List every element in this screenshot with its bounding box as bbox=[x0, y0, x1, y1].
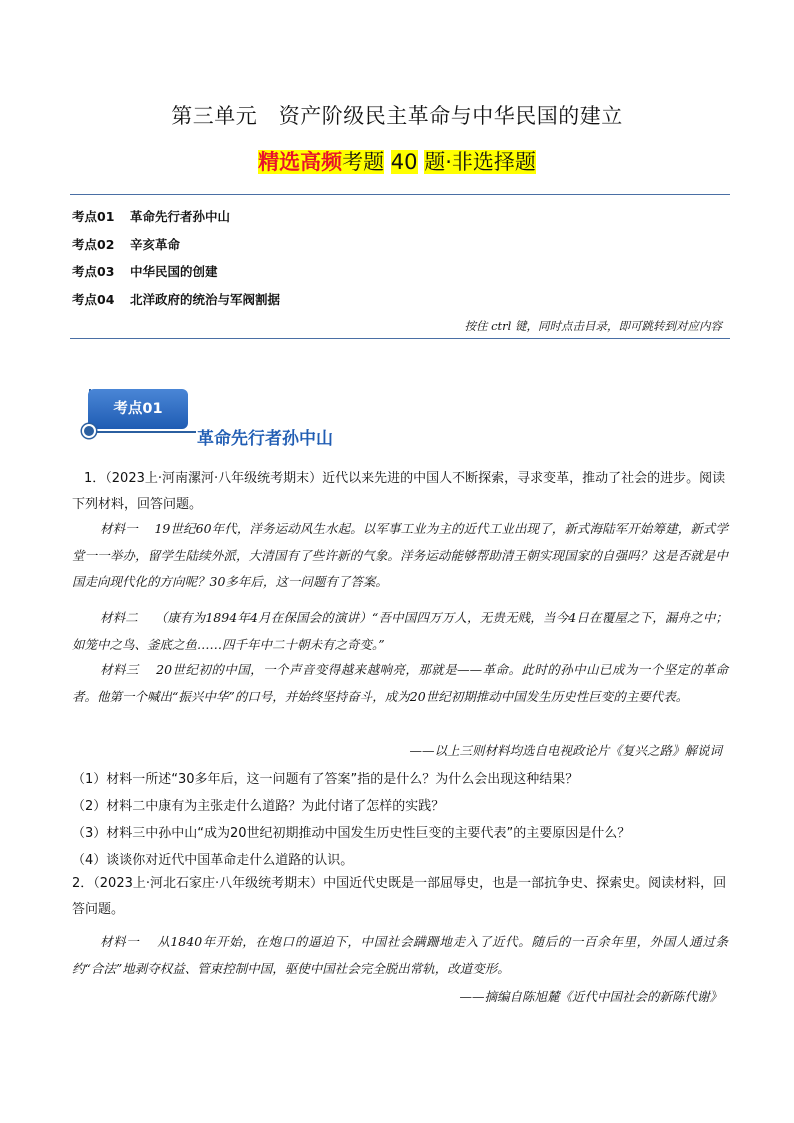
table-of-contents bbox=[72, 207, 280, 317]
toc-item[interactable] bbox=[72, 290, 280, 318]
section-badge-group bbox=[76, 389, 196, 439]
question-2-material-1: 材料一 从1840年开始，在炮口的逼迫下，中国社会蹒跚地走入了近代。随后的一百余年里，外国人通过条约“合法”地剥夺权益、管束控制中国，驱使中国社会完全脱出常轨，改道变形。 bbox=[72, 934, 728, 976]
toc-key: 考点03 bbox=[72, 264, 115, 279]
question-1-material-3: 材料三 20世纪初的中国，一个声音变得越来越响亮，那就是——革命。此时的孙中山已成为一个坚定的革命者。他第一个喊出“振兴中华”的口号，并始终坚持奋斗，成为20世纪初期推动中国发生历史性巨变的主要代表。 bbox=[72, 662, 728, 704]
question-1-material-2: 材料二 （康有为1894年4月在保国会的演讲）“吾中国四万万人，无贵无贱，当今4日在覆屋之下，漏舟之中；如笼中之鸟、釜底之鱼……四千年中二十朝未有之奇变。” bbox=[72, 610, 728, 652]
toc-item[interactable] bbox=[72, 235, 280, 263]
question-1-sub-1: （1）材料一所述“30多年后，这一问题有了答案”指的是什么？为什么会出现这种结果？ bbox=[72, 772, 579, 787]
toc-item[interactable] bbox=[72, 262, 280, 290]
subtitle-highlight: 精选高频 bbox=[258, 150, 343, 174]
toc-item[interactable] bbox=[72, 207, 280, 235]
question-1-material-1: 材料一 19世纪60年代，洋务运动风生水起。以军事工业为主的近代工业出现了，新式海陆军开始筹建，新式学堂一一举办，留学生陆续外派，大清国有了些许新的气象。洋务运动能够帮助清王朝实现国家的自强吗？这是否就是中国走向现代化的方向呢？30多年后，这一问题有了答案。 bbox=[72, 521, 728, 589]
toc-label: 辛亥革命 bbox=[130, 236, 181, 252]
subtitle-mid: 考题 bbox=[342, 150, 385, 174]
question-1-sub-2: （2）材料二中康有为主张走什么道路？为此付诸了怎样的实践？ bbox=[72, 799, 445, 814]
section-title: 革命先行者孙中山 bbox=[197, 429, 333, 449]
subtitle-space bbox=[384, 150, 391, 174]
toc-key: 考点01 bbox=[72, 209, 115, 224]
badge-dot-icon bbox=[82, 424, 96, 438]
toc-label: 革命先行者孙中山 bbox=[130, 209, 231, 224]
subtitle-number: 40 bbox=[390, 150, 418, 174]
divider-bottom bbox=[70, 338, 730, 339]
toc-key: 考点04 bbox=[72, 291, 115, 307]
badge-line bbox=[89, 431, 196, 433]
navigation-hint: 按住 ctrl 键，同时点击目录，即可跳转到对应内容 bbox=[464, 319, 722, 333]
question-1-stem: 1．（2023上·河南漯河·八年级统考期末）近代以来先进的中国人不断探索，寻求变革，推动了社会的进步。阅读下列材料，回答问题。 bbox=[72, 471, 726, 512]
question-1-sub-3: （3）材料三中孙中山“成为20世纪初期推动中国发生历史性巨变的主要代表”的主要原因是什么？ bbox=[72, 826, 631, 841]
question-2-stem: 2．（2023上·河北石家庄·八年级统考期末）中国近代史既是一部屈辱史，也是一部抗争史、探索史。阅读材料，回答问题。 bbox=[72, 876, 727, 917]
page-subtitle bbox=[0, 146, 794, 176]
page-title: 第三单元 资产阶级民主革命与中华民国的建立 bbox=[171, 104, 623, 128]
toc-label: 北洋政府的统治与军阀割据 bbox=[130, 291, 281, 307]
toc-key: 考点02 bbox=[72, 236, 115, 252]
question-2-source: ——摘编自陈旭麓《近代中国社会的新陈代谢》 bbox=[459, 989, 722, 1004]
question-1-sub-4: （4）谈谈你对近代中国革命走什么道路的认识。 bbox=[72, 853, 354, 868]
toc-label: 中华民国的创建 bbox=[130, 264, 218, 279]
section-badge: 考点01 bbox=[88, 389, 188, 429]
divider-top bbox=[70, 194, 730, 195]
subtitle-tail: 题·非选择题 bbox=[424, 150, 536, 174]
question-1-source: ——以上三则材料均选自电视政论片《复兴之路》解说词 bbox=[409, 743, 722, 758]
